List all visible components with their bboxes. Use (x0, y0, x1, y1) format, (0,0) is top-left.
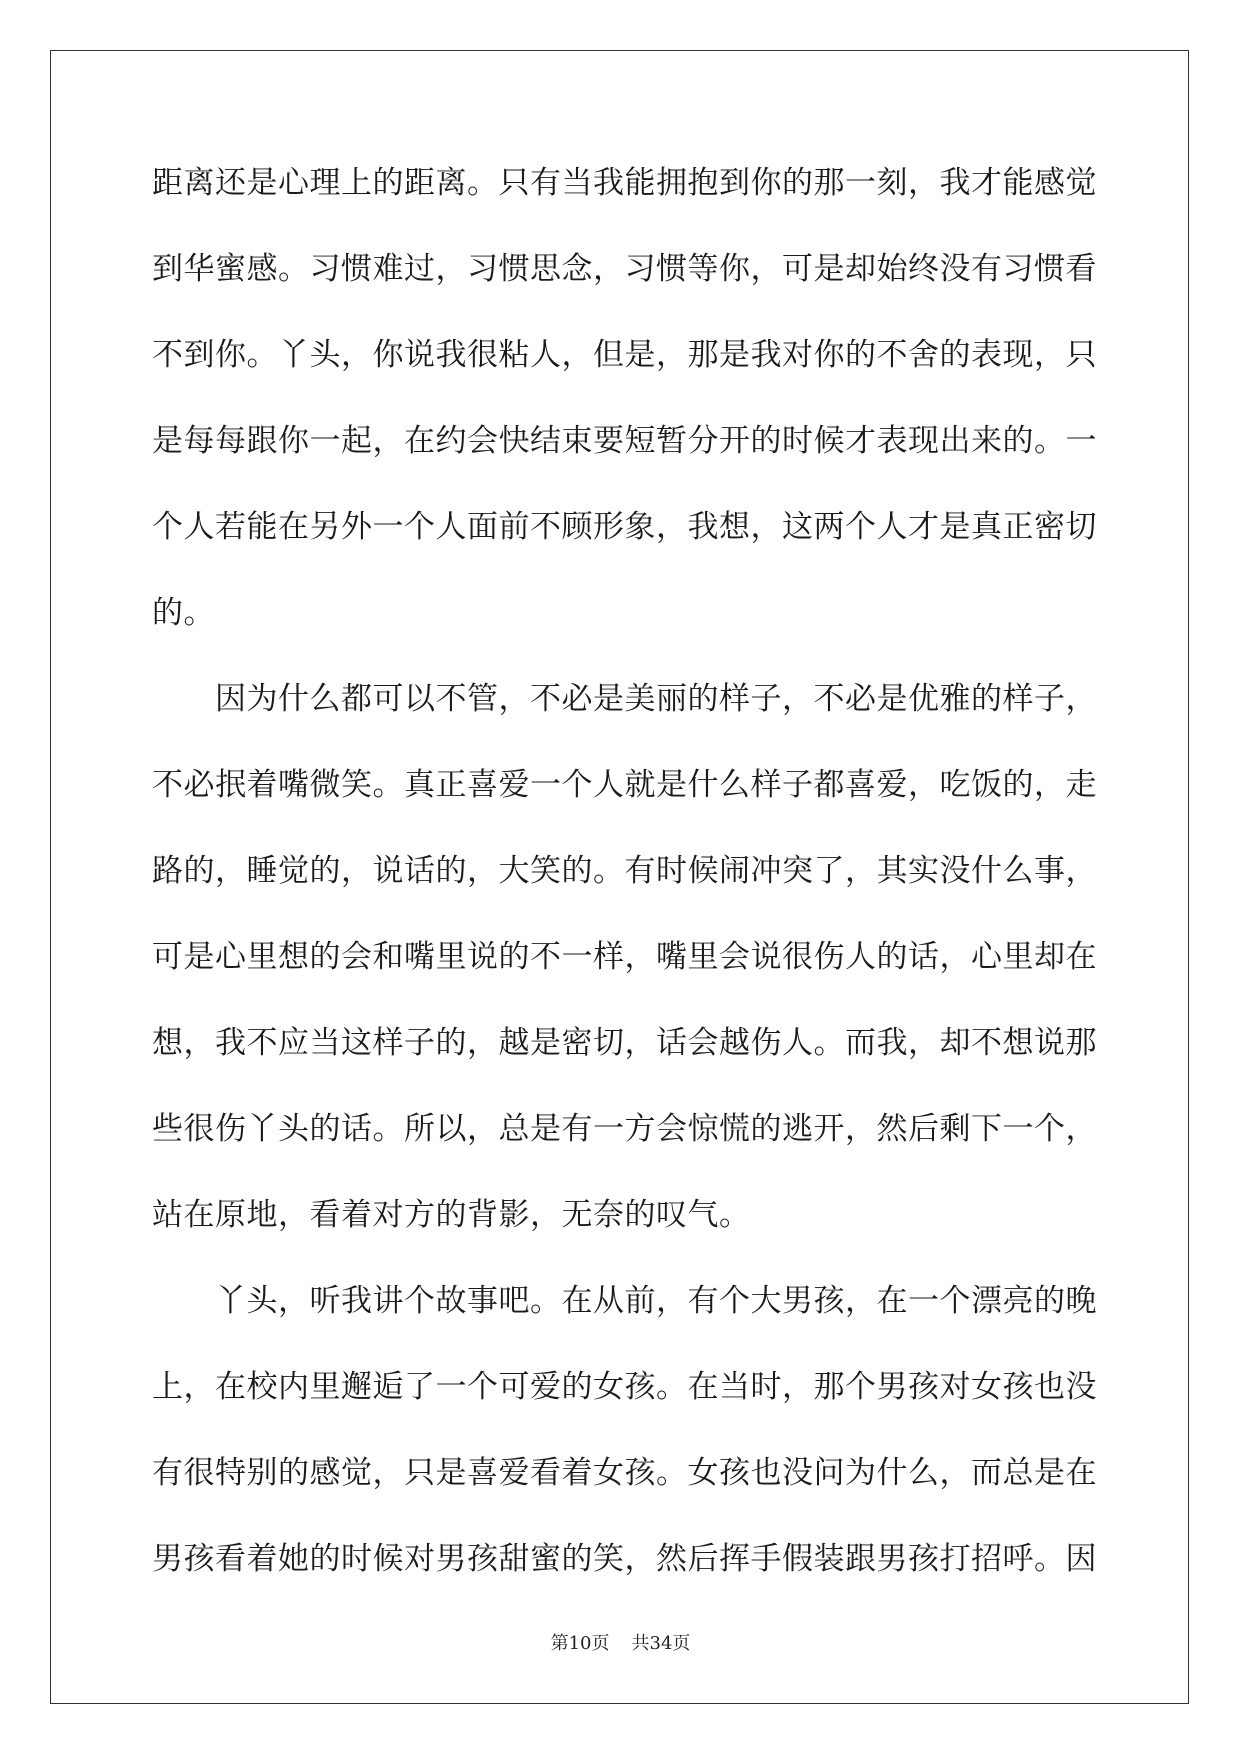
text-line: 到华蜜感。习惯难过，习惯思念，习惯等你，可是却始终没有习惯看 (152, 251, 1097, 287)
text-line: 丫头，听我讲个故事吧。在从前，有个大男孩，在一个漂亮的晚 (152, 1283, 1097, 1319)
text-line: 有很特别的感觉，只是喜爱看着女孩。女孩也没问为什么，而总是在 (152, 1455, 1097, 1491)
page-number: 第10页 (550, 1633, 610, 1654)
page-footer (0, 1629, 1241, 1655)
page-total: 共34页 (631, 1633, 691, 1654)
text-line: 不到你。丫头，你说我很粘人，但是，那是我对你的不舍的表现，只 (152, 337, 1097, 373)
text-line: 因为什么都可以不管，不必是美丽的样子，不必是优雅的样子， (152, 681, 1097, 717)
text-line: 不必抿着嘴微笑。真正喜爱一个人就是什么样子都喜爱，吃饭的，走 (152, 767, 1097, 803)
text-line: 些很伤丫头的话。所以，总是有一方会惊慌的逃开，然后剩下一个， (152, 1111, 1097, 1147)
text-line: 站在原地，看着对方的背影，无奈的叹气。 (152, 1197, 751, 1233)
text-line: 上，在校内里邂逅了一个可爱的女孩。在当时，那个男孩对女孩也没 (152, 1369, 1097, 1405)
text-line: 的。 (152, 595, 215, 631)
text-line: 男孩看着她的时候对男孩甜蜜的笑，然后挥手假装跟男孩打招呼。因 (152, 1541, 1097, 1577)
text-line: 距离还是心理上的距离。只有当我能拥抱到你的那一刻，我才能感觉 (152, 165, 1097, 201)
text-line: 可是心里想的会和嘴里说的不一样，嘴里会说很伤人的话，心里却在 (152, 939, 1097, 975)
text-line: 路的，睡觉的，说话的，大笑的。有时候闹冲突了，其实没什么事， (152, 853, 1097, 889)
text-line: 想，我不应当这样子的，越是密切，话会越伤人。而我，却不想说那 (152, 1025, 1097, 1061)
text-line: 个人若能在另外一个人面前不顾形象，我想，这两个人才是真正密切 (152, 509, 1097, 545)
text-line: 是每每跟你一起，在约会快结束要短暂分开的时候才表现出来的。一 (152, 423, 1097, 459)
document-body (152, 150, 1097, 1612)
